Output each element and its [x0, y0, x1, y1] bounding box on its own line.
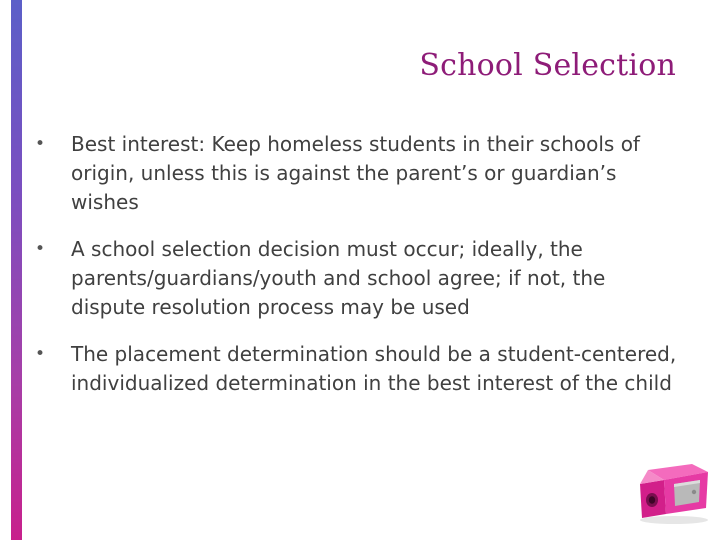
- bullet-marker: •: [34, 344, 46, 364]
- slide-title: School Selection: [419, 48, 676, 83]
- bullet-text: The placement determination should be a student-centered, individualized determination in the best interest of the child: [71, 342, 677, 395]
- accent-bar: [11, 0, 22, 540]
- bullet-list: [33, 130, 683, 416]
- bullet-item: [33, 235, 683, 322]
- bullet-text: Best interest: Keep homeless students in their schools of origin, unless this is against the parent’s or guardian’s wishes: [71, 132, 640, 214]
- pencil-sharpener-icon: [634, 462, 714, 526]
- bullet-item: [33, 340, 683, 398]
- bullet-marker: •: [34, 239, 46, 259]
- bullet-marker: •: [34, 134, 46, 154]
- bullet-item: [33, 130, 683, 217]
- bullet-text: A school selection decision must occur; ideally, the parents/guardians/youth and school agree; if not, the dispute resolution process may be used: [71, 237, 606, 319]
